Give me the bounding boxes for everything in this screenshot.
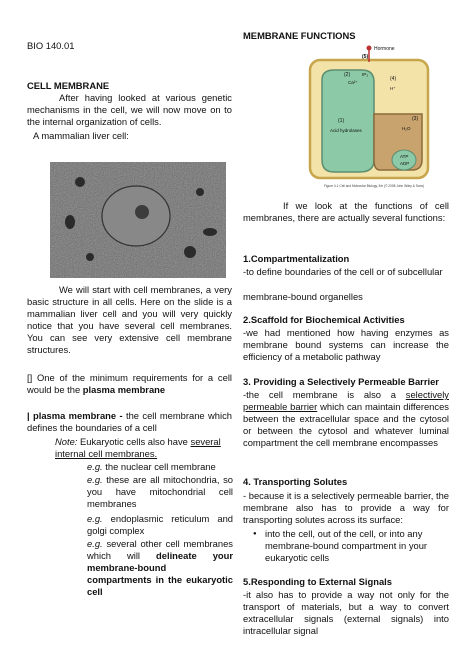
eg-text: the nuclear cell membrane	[102, 461, 216, 472]
note-underlined: several internal cell membranes.	[55, 436, 221, 460]
functions-intro: If we look at the functions of cell membranes, there are actually several functions:	[243, 200, 449, 224]
fig-label-4: (4)	[390, 76, 397, 82]
fig-label-hormone: Hormone	[374, 46, 395, 52]
fig-label-2: (2)	[344, 72, 351, 78]
fig-label-1: (1)	[338, 118, 345, 124]
requirement-bold: plasma membrane	[82, 384, 166, 396]
function-3-text-b: which can maintain differences between the extracellular space and the cytosol or between the cytosol and whatever luminal compartment the cell membrane encompasses	[243, 401, 449, 449]
figure-caption: Figure 4-1 Cell and Molecular Biology, 5/e (© 2008 John Wiley & Sons)	[324, 184, 425, 188]
function-3-underlined: selectively permeable barrier	[243, 389, 449, 413]
eg-label: e.g.	[87, 461, 103, 472]
function-5-title: 5.Responding to External Signals	[243, 576, 392, 587]
example-3	[87, 513, 233, 537]
function-3-text-a: -the cell membrane is also a	[243, 389, 406, 400]
plasma-membrane-term: | plasma membrane -	[27, 410, 126, 421]
eg-label: e.g.	[87, 513, 103, 524]
function-1-title: 1.Compartmentalization	[243, 253, 350, 264]
function-5-text: -it also has to provide a way not only for the transport of materials, but a way to convert extracellular signals (external signals) into intracellular signal	[243, 589, 449, 637]
note-paragraph	[55, 436, 233, 460]
plasma-membrane-def-text: the cell membrane which defines the boundaries of a cell	[27, 410, 232, 434]
function-3-title: 3. Providing a Selectively Permeable Barrier	[243, 376, 439, 387]
example-4	[87, 538, 233, 598]
fig-label-atp: ATP	[400, 154, 409, 159]
fig-label-ip3: IP₃	[362, 72, 369, 77]
liver-cell-micrograph	[50, 162, 226, 278]
membrane-functions-figure	[304, 42, 434, 200]
function-4-title: 4. Transporting Solutes	[243, 476, 348, 487]
function-4-bullets	[243, 528, 471, 564]
image-caption: A mammalian liver cell:	[33, 130, 129, 141]
eg-text: these are all mitochondria, so you have mitochondrial cell membranes	[87, 474, 233, 510]
function-3-text	[243, 389, 449, 449]
fig-label-ca: Ca²⁺	[348, 80, 358, 85]
fig-label-5: (5)	[362, 54, 369, 60]
vesicle	[392, 150, 416, 170]
fig-label-adp: ADP	[400, 161, 410, 166]
eg-label: e.g.	[87, 538, 103, 549]
eg-text: endoplasmic reticulum and golgi complex	[87, 513, 233, 537]
requirement-text: [] One of the minimum requirements for a cell would be the	[27, 372, 232, 396]
fig-label-3: (3)	[412, 116, 419, 122]
fig-label-acid: Acid hydrolases	[330, 128, 362, 133]
plasma-membrane-definition	[27, 410, 232, 434]
note-label: Note:	[55, 436, 78, 447]
function-1-text-2: membrane-bound organelles	[243, 291, 363, 302]
eg-bold: delineate your membrane-bound compartments in the eukaryotic cell	[87, 550, 234, 598]
function-1-text: -to define boundaries of the cell or of subcellular	[243, 266, 443, 277]
requirement-paragraph	[27, 372, 232, 396]
function-4-text: - because it is a selectively permeable barrier, the membrane also has to provide a way for transporting solutes across its surface:	[243, 490, 449, 526]
fig-label-h2o: H₂O	[402, 126, 411, 131]
section-heading: CELL MEMBRANE	[27, 80, 110, 91]
example-1	[87, 461, 233, 473]
paragraph-liver-cell: We will start with cell membranes, a very basic structure in all cells. Here on the slide is a mammalian liver cell and you will very quickly notice that you have several cell membranes. You can see very extensive cell membrane structures.	[27, 284, 232, 356]
functions-heading: MEMBRANE FUNCTIONS	[243, 30, 356, 41]
example-2	[87, 474, 233, 510]
hormone-dot	[367, 46, 372, 51]
function-2-title: 2.Scaffold for Biochemical Activities	[243, 314, 405, 325]
course-code: BIO 140.01	[27, 40, 75, 51]
function-2-text: -we had mentioned how having enzymes as membrane bound systems can increase the efficiency of a metabolic pathway	[243, 327, 449, 363]
intro-paragraph: After having looked at various genetic mechanisms in the cell, we will now move on to the internal organization of cells.	[27, 92, 232, 128]
fig-label-h: H⁺	[390, 86, 396, 91]
function-4-bullet: ● into the cell, out of the cell, or into any membrane-bound compartment in your eukaryotic cells	[265, 528, 471, 564]
eg-label: e.g.	[87, 474, 103, 485]
note-text: Eukaryotic cells also have	[77, 436, 191, 447]
organelle-green	[322, 70, 374, 172]
eg-text: several other cell membranes which will	[87, 538, 233, 562]
